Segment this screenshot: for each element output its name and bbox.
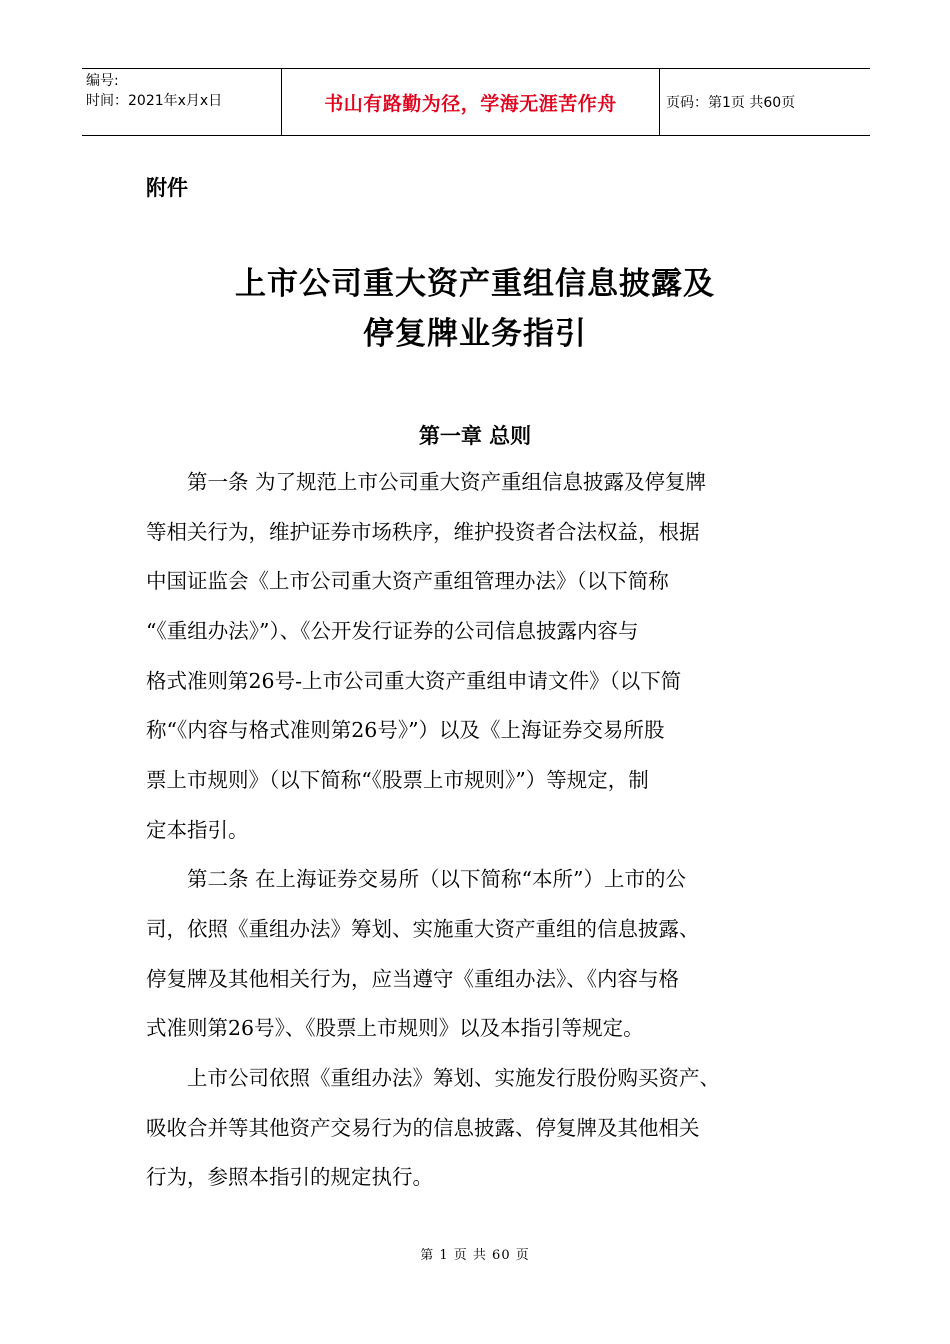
- page-footer: 第 1 页 共 60 页: [420, 1248, 530, 1263]
- document-date: 时间：2021年x月x日: [86, 93, 223, 109]
- body-line: 格式准则第26号-上市公司重大资产重组申请文件》（以下简: [146, 669, 682, 693]
- body-line: 第一条 为了规范上市公司重大资产重组信息披露及停复牌: [146, 470, 707, 494]
- body-line: 上市公司依照《重组办法》筹划、实施发行股份购买资产、: [146, 1066, 720, 1090]
- body-line: 称“《内容与格式准则第26号》”）以及《上海证券交易所股: [146, 718, 665, 742]
- body-line: 第二条 在上海证券交易所（以下简称“本所”）上市的公: [146, 867, 686, 891]
- header-meta-cell: [82, 69, 282, 135]
- body-line: 司，依照《重组办法》筹划、实施重大资产重组的信息披露、: [146, 917, 700, 941]
- body-line: 票上市规则》（以下简称“《股票上市规则》”）等规定，制: [146, 768, 649, 792]
- body-line: 定本指引。: [146, 818, 249, 842]
- body-line: “《重组办法》”）、《公开发行证券的公司信息披露内容与: [146, 619, 639, 643]
- header-motto: 书山有路勤为径，学海无涯苦作舟: [282, 69, 660, 135]
- body-line: 停复牌及其他相关行为，应当遵守《重组办法》、《内容与格: [146, 967, 679, 991]
- header-page-info: 页码：第1页 共60页: [666, 95, 796, 111]
- body-line: 中国证监会《上市公司重大资产重组管理办法》（以下简称: [146, 569, 669, 593]
- chapter-heading: 第一章 总则: [418, 423, 532, 448]
- document-header: [82, 68, 870, 136]
- document-title-line-1: 上市公司重大资产重组信息披露及: [235, 266, 715, 302]
- attachment-label: 附件: [146, 175, 188, 200]
- body-line: 行为，参照本指引的规定执行。: [146, 1165, 433, 1189]
- body-line: 吸收合并等其他资产交易行为的信息披露、停复牌及其他相关: [146, 1116, 700, 1140]
- body-line: 式准则第26号》、《股票上市规则》以及本指引等规定。: [146, 1016, 644, 1040]
- body-line: 等相关行为，维护证券市场秩序，维护投资者合法权益，根据: [146, 520, 700, 544]
- document-number-label: 编号:: [86, 73, 119, 89]
- document-title-line-2: 停复牌业务指引: [363, 316, 587, 352]
